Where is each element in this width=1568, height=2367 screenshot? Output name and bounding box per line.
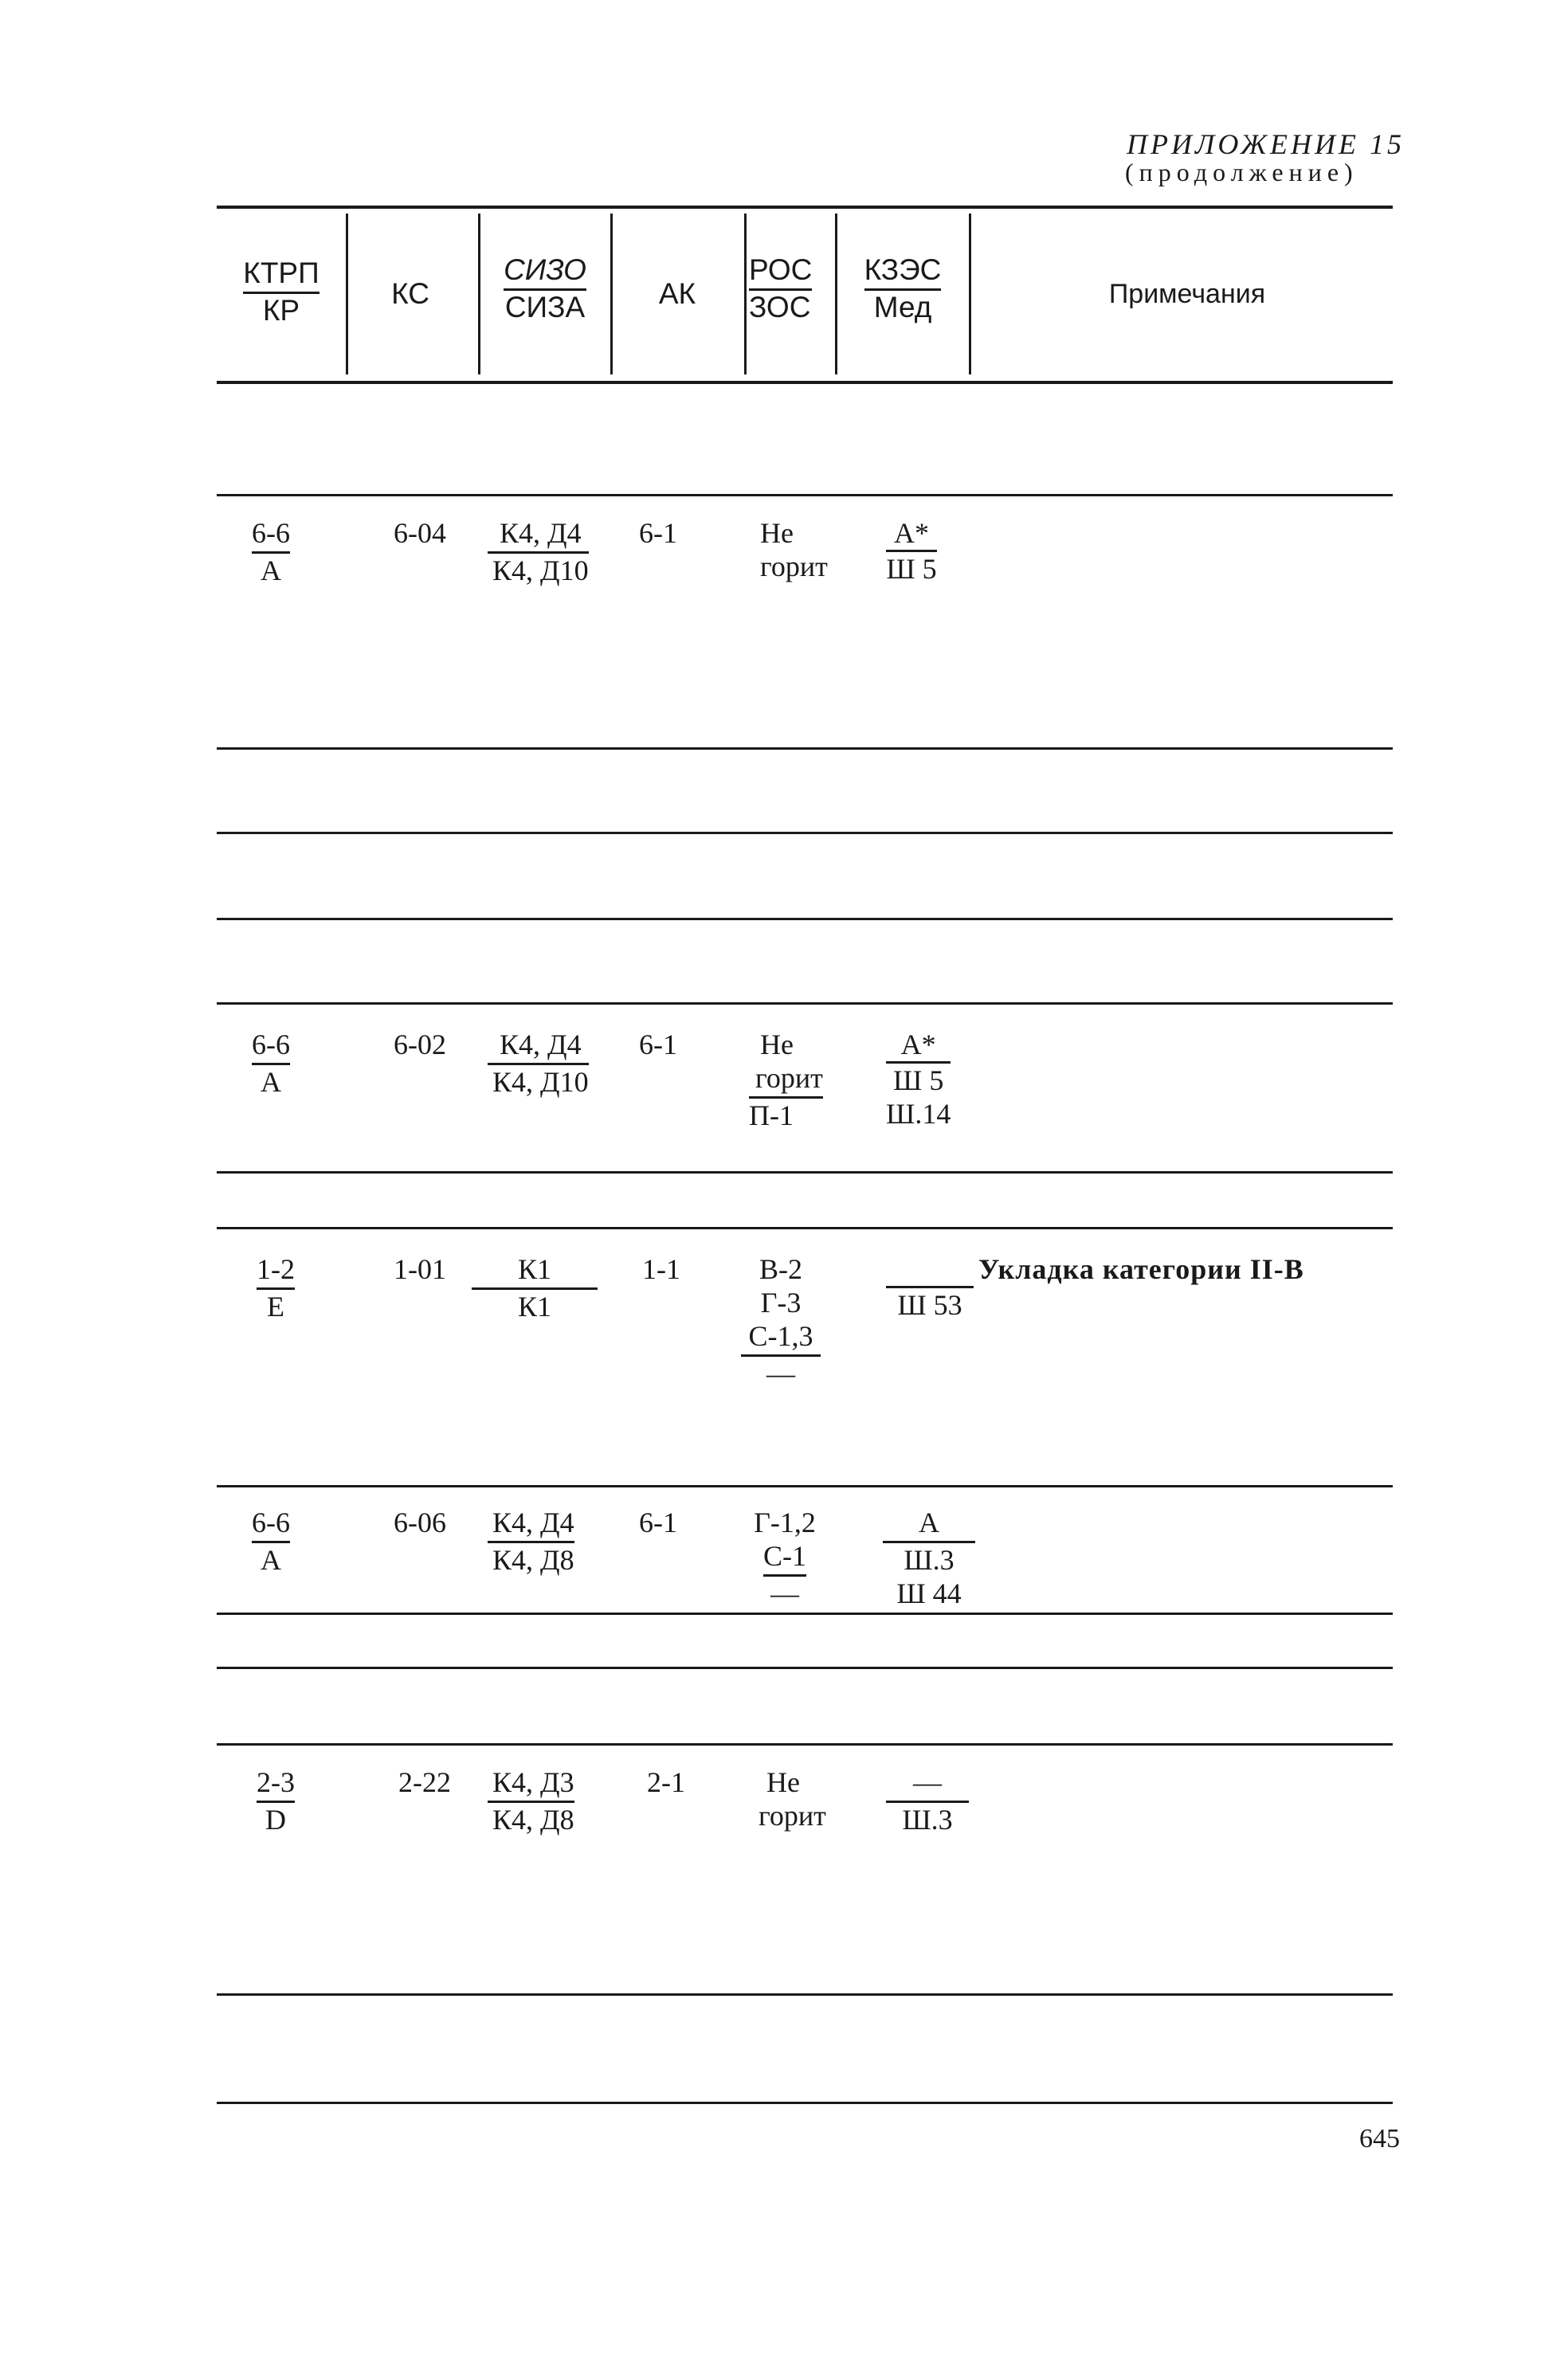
row-rule [217,832,1393,834]
col-divider [835,214,837,374]
header-sizo-siza [483,253,607,324]
ktrp-value: 2-3 [257,1765,295,1803]
ros-line: горит [749,1061,823,1099]
header-bottom-rule [217,381,1393,384]
row-rule [217,1171,1393,1174]
row-rule [217,2102,1393,2104]
kr-value: А [261,1544,281,1576]
row-rule [217,1743,1393,1746]
row-rule [217,918,1393,920]
kr-value: А [261,555,281,586]
ros-line: Г-1,2 [754,1507,816,1538]
kzes-line: Ш 53 [897,1289,962,1321]
table-row-1-sizo-siza [488,516,589,587]
table-row-5-ktrp-kr [257,1765,295,1836]
ks-value: 1-01 [394,1253,446,1285]
header-siza: СИЗА [504,291,586,323]
kr-value: Е [267,1291,284,1323]
ks-value: 6-04 [394,517,446,549]
header-notes: Примечания [1108,279,1266,309]
ros-line: С-1 [763,1539,806,1577]
table-row-3-ktrp-kr [257,1252,295,1323]
ak-value: 2-1 [647,1766,685,1798]
ktrp-value: 6-6 [252,1028,290,1065]
col-divider [478,214,480,374]
kzes-top: — [886,1765,969,1803]
sizo-value: К4, Д4 [488,1506,574,1543]
ros-line: горит [760,551,828,582]
header-ros-zos [749,253,832,324]
row-rule [217,494,1393,496]
table-row-2-kzes [886,1028,951,1131]
kzes-line: Ш.3 [902,1804,953,1836]
ros-line: С-1,3 [741,1319,821,1357]
siza-value: К4, Д8 [492,1544,574,1576]
kzes-line: Ш.3 [904,1544,955,1576]
header-kr: КР [262,294,300,327]
ktrp-value: 6-6 [252,1506,290,1543]
ros-line: — [770,1577,799,1609]
header-kzes-med [841,253,964,324]
ros-line: — [766,1358,795,1389]
note-text: Укладка категории II-В [978,1253,1304,1285]
header-ktrp-kr [221,257,341,327]
siza-value: К4, Д10 [492,1066,589,1098]
table-row-1-kzes [886,516,937,586]
ros-line: Не [760,517,794,549]
table-row-3-ros [741,1252,821,1390]
ktrp-value: 1-2 [257,1252,295,1290]
table-row-5-kzes [886,1765,969,1836]
ks-value: 2-22 [398,1766,451,1798]
table-row-3-kzes [886,1252,974,1322]
col-divider [744,214,747,374]
header-kzes: КЗЭС [864,253,942,291]
row-rule [217,747,1393,750]
table-row-1-ktrp-kr [252,516,290,587]
appendix-title: ПРИЛОЖЕНИЕ 15 [1127,128,1405,160]
kr-value: D [265,1804,286,1836]
table-row-4-kzes [883,1506,975,1610]
ros-line: П-1 [749,1099,794,1131]
table-row-4-ros [741,1506,829,1610]
sizo-value: К4, Д3 [488,1765,574,1803]
ks-value: 6-02 [394,1029,446,1060]
header-zos: ЗОС [749,291,811,323]
table-row-4-ktrp-kr [252,1506,290,1577]
row-rule [217,1002,1393,1005]
ak-value: 1-1 [642,1253,680,1285]
header-ak: АК [658,277,696,310]
sizo-value: К4, Д4 [488,516,589,554]
ros-line: Г-3 [760,1287,802,1319]
siza-value: К4, Д8 [492,1804,574,1836]
kzes-top: А [883,1506,975,1543]
table-row-1-ros [760,516,828,583]
kzes-top: А* [886,516,937,552]
table-top-rule [217,206,1393,209]
ak-value: 6-1 [639,1029,677,1060]
row-rule [217,1993,1393,1996]
ktrp-value: 6-6 [252,516,290,554]
siza-value: К4, Д10 [492,555,589,586]
ks-value: 6-06 [394,1507,446,1538]
row-rule [217,1667,1393,1669]
table-row-3-sizo-siza [472,1252,598,1323]
sizo-value: К1 [472,1252,598,1290]
col-divider [969,214,971,374]
kzes-line: Ш 5 [893,1064,944,1096]
col-divider [346,214,348,374]
kzes-top: А* [886,1028,951,1064]
kr-value: А [261,1066,281,1098]
ak-value: 6-1 [639,1507,677,1538]
header-ros: РОС [749,253,812,291]
appendix-subtitle: (продолжение) [1125,158,1358,186]
table-row-5-ros [759,1765,826,1832]
kzes-line: Ш.14 [886,1098,951,1130]
row-rule [217,1227,1393,1229]
ros-line: горит [759,1800,826,1832]
header-med: Мед [873,291,932,323]
ros-line: Не [760,1029,794,1060]
header-sizo: СИЗО [504,253,586,291]
ros-line: В-2 [759,1253,802,1285]
table-row-2-ktrp-kr [252,1028,290,1099]
kzes-line: Ш 44 [896,1577,962,1609]
table-row-2-ros [749,1028,823,1132]
sizo-value: К4, Д4 [488,1028,589,1065]
table-row-2-sizo-siza [488,1028,589,1099]
siza-value: К1 [517,1291,551,1323]
ak-value: 6-1 [639,517,677,549]
row-rule [217,1613,1393,1615]
col-divider [610,214,613,374]
header-ks: КС [391,277,429,310]
row-rule [217,1485,1393,1487]
page-number: 645 [1359,2124,1400,2153]
header-ktrp: КТРП [243,257,319,294]
kzes-top [886,1252,974,1288]
table-row-4-sizo-siza [488,1506,574,1577]
kzes-line: Ш 5 [886,553,937,585]
ros-line: Не [766,1766,800,1798]
table-row-5-sizo-siza [488,1765,574,1836]
